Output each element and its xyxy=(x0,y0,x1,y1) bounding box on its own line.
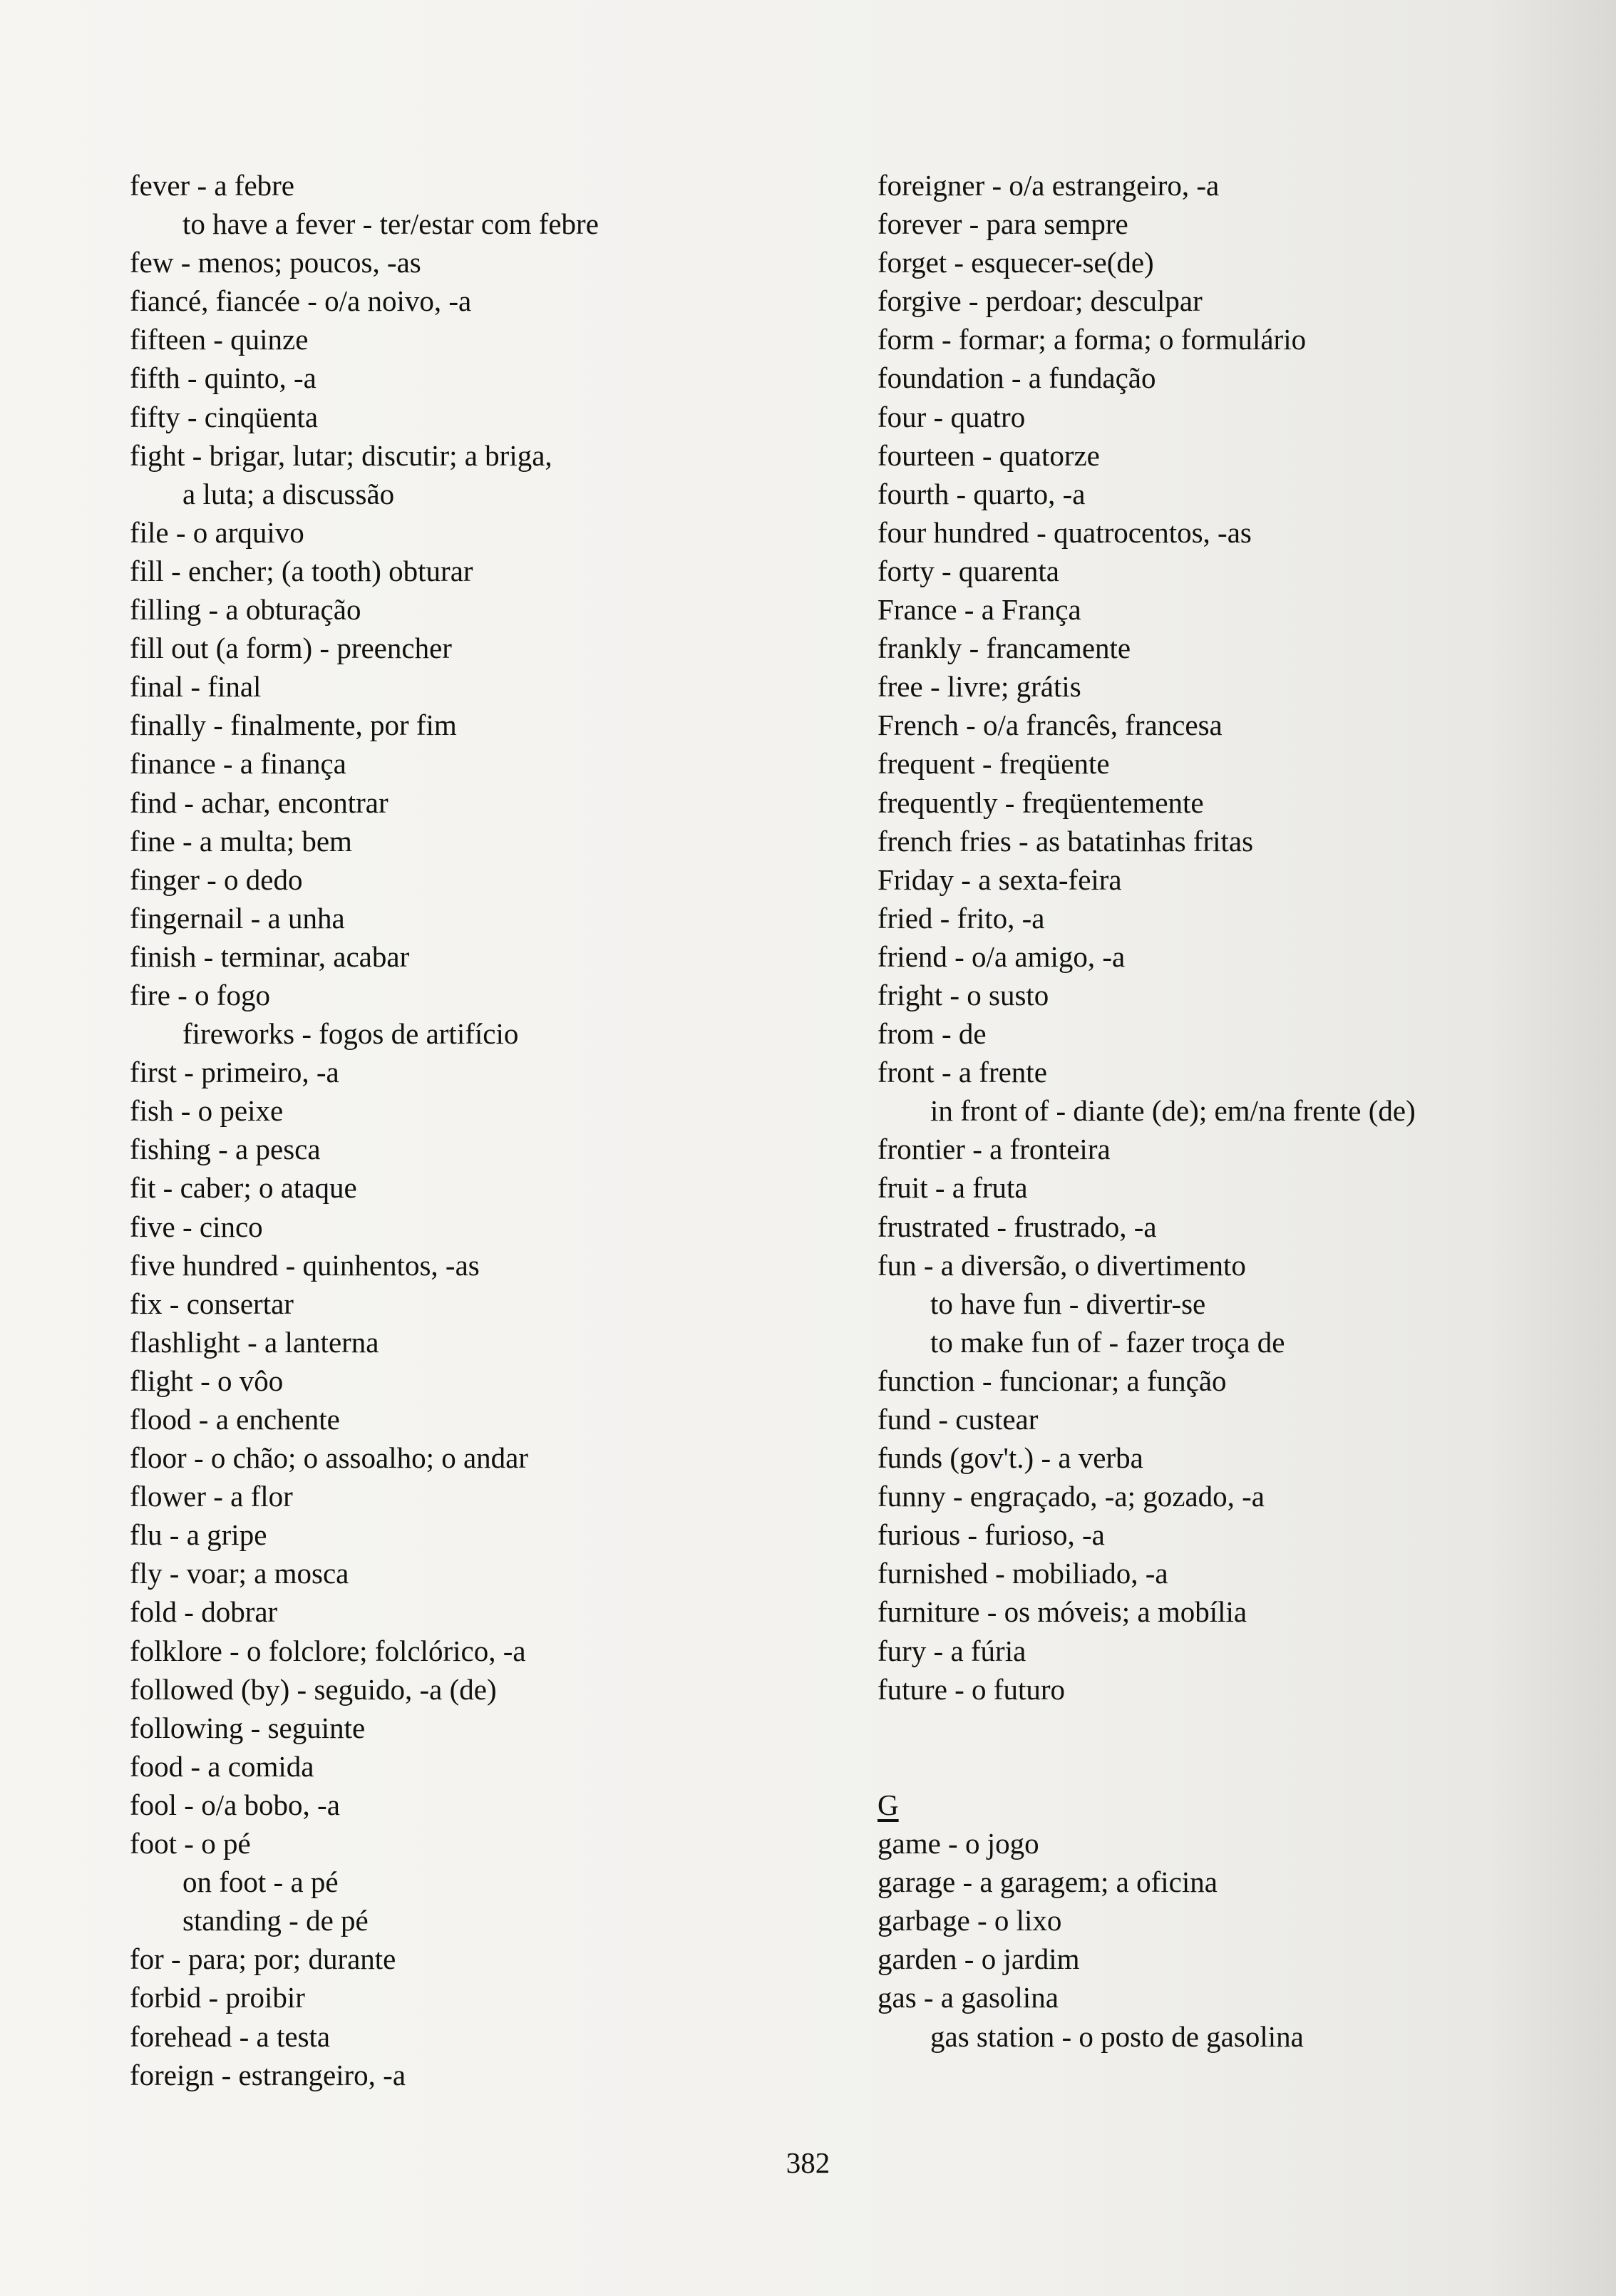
dictionary-entry: future - o futuro xyxy=(878,1672,1065,1706)
dictionary-entry: final - final xyxy=(130,670,262,704)
dictionary-entry: from - de xyxy=(878,1017,987,1051)
dictionary-entry: fire - o fogo xyxy=(130,978,270,1011)
sub-entry: a luta; a discussão xyxy=(182,477,395,510)
sub-entry: gas station - o posto de gasolina xyxy=(930,2019,1304,2053)
dictionary-entry: find - achar, encontrar xyxy=(130,786,388,819)
dictionary-entry: fifth - quinto, -a xyxy=(130,361,316,395)
dictionary-entry: foreign - estrangeiro, -a xyxy=(130,2058,406,2091)
dictionary-entry: fishing - a pesca xyxy=(130,1133,321,1166)
dictionary-entry: flood - a enchente xyxy=(130,1403,340,1436)
dictionary-entry: Friday - a sexta-feira xyxy=(878,863,1122,896)
dictionary-entry: fury - a fúria xyxy=(878,1634,1026,1667)
dictionary-entry: finally - finalmente, por fim xyxy=(130,709,457,742)
dictionary-entry: fifty - cinqüenta xyxy=(130,400,319,433)
sub-entry: on foot - a pé xyxy=(182,1865,339,1899)
dictionary-entry: frequent - freqüente xyxy=(878,747,1110,781)
dictionary-entry: function - funcionar; a função xyxy=(878,1364,1227,1397)
dictionary-entry: forgive - perdoar; desculpar xyxy=(878,284,1203,318)
dictionary-entry: following - seguinte xyxy=(130,1711,366,1744)
dictionary-entry: fingernail - a unha xyxy=(130,901,345,935)
dictionary-entry: file - o arquivo xyxy=(130,515,304,549)
sub-entry: fireworks - fogos de artifício xyxy=(182,1017,519,1051)
dictionary-entry: fever - a febre xyxy=(130,169,295,202)
dictionary-entry: foreigner - o/a estrangeiro, -a xyxy=(878,169,1220,202)
dictionary-entry: followed (by) - seguido, -a (de) xyxy=(130,1672,497,1706)
blank-line xyxy=(878,1747,1590,1786)
dictionary-entry: garden - o jardim xyxy=(878,1942,1080,1976)
dictionary-entry: fiancé, fiancée - o/a noivo, -a xyxy=(130,284,472,318)
dictionary-entry: fourth - quarto, -a xyxy=(878,477,1086,510)
dictionary-entry: friend - o/a amigo, -a xyxy=(878,939,1126,973)
dictionary-entry: for - para; por; durante xyxy=(130,1942,396,1976)
dictionary-entry: first - primeiro, -a xyxy=(130,1056,339,1089)
dictionary-entry: funds (gov't.) - a verba xyxy=(878,1441,1143,1475)
dictionary-entry: fine - a multa; bem xyxy=(130,824,352,858)
sub-entry: to make fun of - fazer troça de xyxy=(930,1325,1285,1359)
sub-entry: in front of - diante (de); em/na frente (de) xyxy=(930,1094,1416,1128)
dictionary-entry: few - menos; poucos, -as xyxy=(130,246,421,279)
dictionary-entry: fix - consertar xyxy=(130,1287,294,1320)
dictionary-entry: filling - a obturação xyxy=(130,593,361,627)
dictionary-entry: four - quatro xyxy=(878,400,1026,433)
dictionary-entry: five hundred - quinhentos, -as xyxy=(130,1248,480,1282)
dictionary-entry: foot - o pé xyxy=(130,1827,251,1860)
dictionary-entry: form - formar; a forma; o formulário xyxy=(878,323,1307,356)
dictionary-entry: free - livre; grátis xyxy=(878,670,1081,704)
dictionary-entry: fright - o susto xyxy=(878,978,1049,1011)
dictionary-entry: frankly - francamente xyxy=(878,632,1131,665)
dictionary-entry: fit - caber; o ataque xyxy=(130,1171,357,1205)
dictionary-entry: game - o jogo xyxy=(878,1827,1039,1860)
dictionary-entry: forty - quarenta xyxy=(878,554,1059,587)
dictionary-entry: French - o/a francês, francesa xyxy=(878,709,1223,742)
dictionary-entry: front - a frente xyxy=(878,1056,1047,1089)
dictionary-entry: furniture - os móveis; a mobília xyxy=(878,1595,1247,1629)
dictionary-entry: fold - dobrar xyxy=(130,1595,278,1629)
sub-entry: to have fun - divertir-se xyxy=(930,1287,1206,1320)
section-letter-heading xyxy=(878,1786,1590,1824)
dictionary-entry: flashlight - a lanterna xyxy=(130,1325,379,1359)
dictionary-entry: fish - o peixe xyxy=(130,1094,284,1128)
dictionary-entry: forehead - a testa xyxy=(130,2019,331,2053)
dictionary-entry: finger - o dedo xyxy=(130,863,303,896)
sub-entry: to have a fever - ter/estar com febre xyxy=(182,207,599,241)
dictionary-entry: fund - custear xyxy=(878,1403,1039,1436)
dictionary-entry: fun - a diversão, o divertimento xyxy=(878,1248,1246,1282)
dictionary-entry: fly - voar; a mosca xyxy=(130,1557,349,1590)
dictionary-entry: forget - esquecer-se(de) xyxy=(878,246,1154,279)
dictionary-entry: fill - encher; (a tooth) obturar xyxy=(130,554,473,587)
dictionary-entry: furious - furioso, -a xyxy=(878,1518,1105,1552)
dictionary-entry: gas - a gasolina xyxy=(878,1981,1059,2014)
dictionary-entry: forbid - proibir xyxy=(130,1981,305,2014)
dictionary-entry: foundation - a fundação xyxy=(878,361,1156,395)
dictionary-entry: fill out (a form) - preencher xyxy=(130,632,452,665)
right-column xyxy=(878,166,1590,2056)
dictionary-entry: fight - brigar, lutar; discutir; a briga, xyxy=(130,438,552,472)
dictionary-entry: fool - o/a bobo, -a xyxy=(130,1788,340,1821)
dictionary-entry: fruit - a fruta xyxy=(878,1171,1028,1205)
page-number: 382 xyxy=(786,2146,830,2179)
dictionary-entry: finance - a finança xyxy=(130,747,346,781)
blank-line xyxy=(878,1709,1590,1747)
dictionary-entry: four hundred - quatrocentos, -as xyxy=(878,515,1252,549)
dictionary-entry: folklore - o folclore; folclórico, -a xyxy=(130,1634,526,1667)
dictionary-entry: five - cinco xyxy=(130,1210,263,1243)
dictionary-entry: food - a comida xyxy=(130,1749,314,1783)
section-letter: G xyxy=(878,1788,899,1821)
dictionary-entry: frustrated - frustrado, -a xyxy=(878,1210,1157,1243)
dictionary-entry: funny - engraçado, -a; gozado, -a xyxy=(878,1480,1265,1513)
dictionary-entry: frequently - freqüentemente xyxy=(878,786,1204,819)
dictionary-entry: garage - a garagem; a oficina xyxy=(878,1865,1218,1899)
dictionary-entry: France - a França xyxy=(878,593,1081,627)
sub-entry: standing - de pé xyxy=(182,1904,369,1937)
dictionary-entry: flu - a gripe xyxy=(130,1518,267,1552)
dictionary-entry: furnished - mobiliado, -a xyxy=(878,1557,1168,1590)
dictionary-entry: french fries - as batatinhas fritas xyxy=(878,824,1254,858)
dictionary-entry: garbage - o lixo xyxy=(878,1904,1062,1937)
dictionary-entry: flower - a flor xyxy=(130,1480,293,1513)
dictionary-entry: forever - para sempre xyxy=(878,207,1128,241)
dictionary-entry: flight - o vôo xyxy=(130,1364,284,1397)
dictionary-entry: frontier - a fronteira xyxy=(878,1133,1111,1166)
dictionary-entry: fifteen - quinze xyxy=(130,323,309,356)
dictionary-entry: fourteen - quatorze xyxy=(878,438,1100,472)
dictionary-entry: finish - terminar, acabar xyxy=(130,939,410,973)
left-column xyxy=(130,166,843,2094)
dictionary-entry: fried - frito, -a xyxy=(878,901,1045,935)
dictionary-entry: floor - o chão; o assoalho; o andar xyxy=(130,1441,529,1475)
